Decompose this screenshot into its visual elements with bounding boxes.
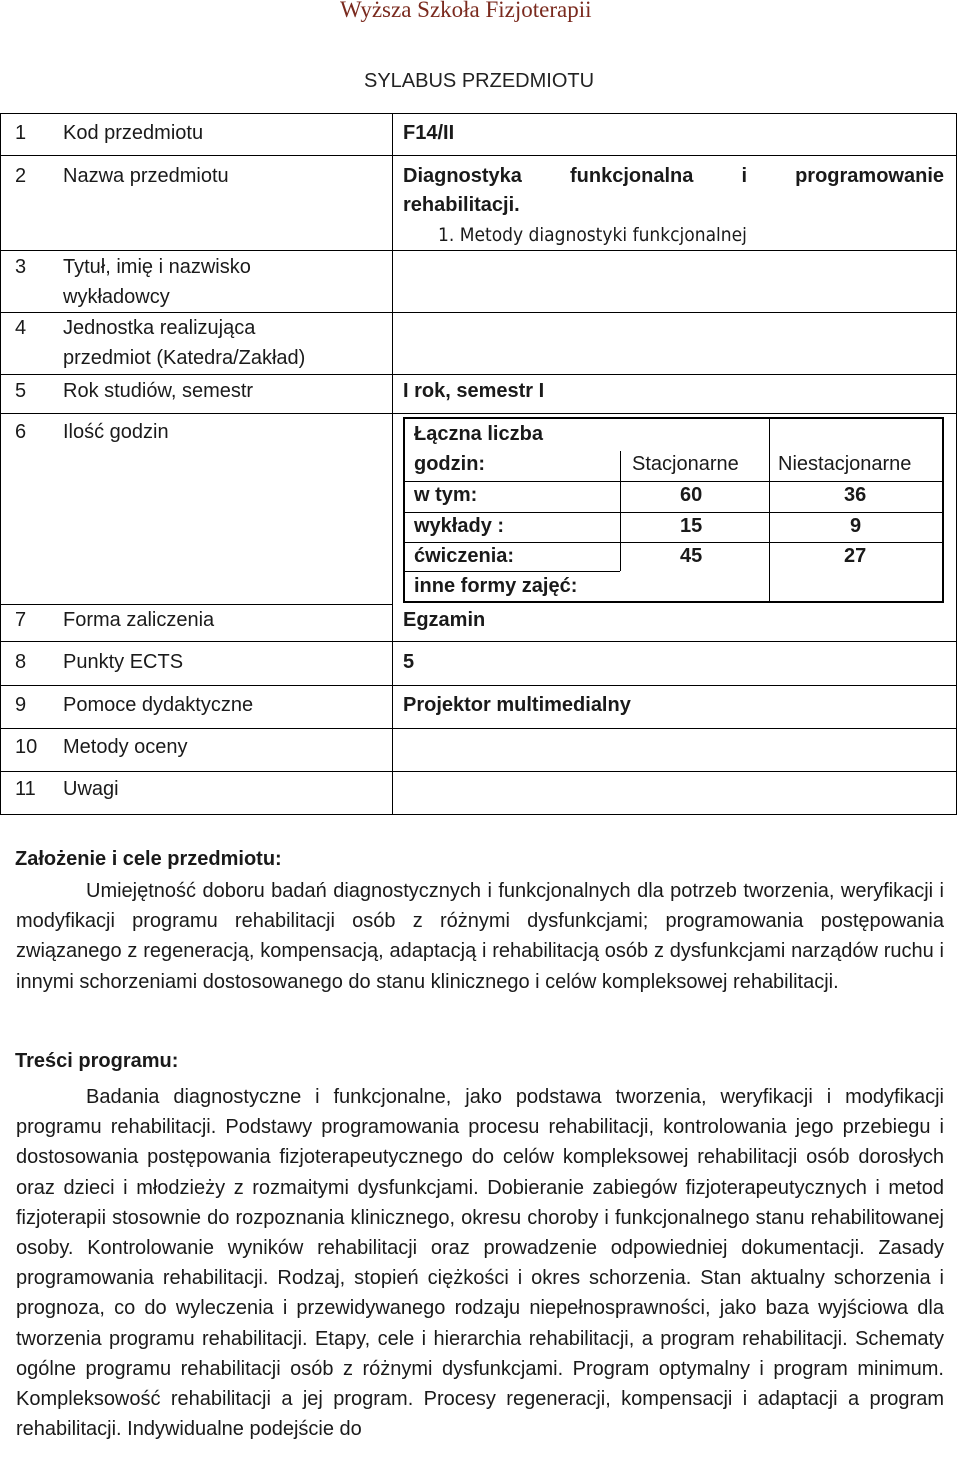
goals-heading: Założenie i cele przedmiotu:: [15, 848, 282, 870]
row-label: 8 Punkty ECTS: [15, 651, 184, 673]
row-label: przedmiot (Katedra/Zakład): [63, 347, 306, 369]
table-row: [0, 155, 956, 156]
goals-text: Umiejętność doboru badań diagnostycznych i funkcjonalnych dla potrzeb tworzenia, weryfikacji i modyfikacji programu rehabilitacji osób z różnymi dysfunkcjami; programowania postępowania związanego z regeneracją, kompensacją, adaptacją i rehabilitacją osób z dysfunkcjami narządów ruchu i innymi schorzeniami dostosowanego do stanu klinicznego i celów kompleksowej rehabilitacji.: [16, 880, 944, 993]
hours-header: Łączna liczba: [414, 423, 543, 445]
row-value: Projektor multimedialny: [403, 694, 631, 716]
program-text: Badania diagnostyczne i funkcjonalne, jako podstawa tworzenia, weryfikacji i modyfikacji programu rehabilitacji. Podstawy programowania procesu rehabilitacji, kontrolowania jego przebiegu i dostosowania postępowania fizjoterapeutycznego do celów kompleksowej rehabilitacji osób dorosłych oraz dzieci i młodzieży z rozmaitymi dysfunkcjami. Dobieranie zabiegów fizjoterapeutycznych i metod fizjoterapii stosownie do rozpoznania klinicznego, okresu choroby i funkcjonalnego stanu rehabilitowanej osoby. Kontrolowanie wyników rehabilitacji oraz prowadzenie odpowiedniej dokumentacji. Zasady programowania rehabilitacji. Rodzaj, stopień ciężkości i okres schorzenia. Stan aktualny schorzenia i prognoza, co do wyleczenia i przewidywanego rodzaju niepełnosprawności, jako baza wyjściowa dla tworzenia programu rehabilitacji. Etapy, cele i hierarchia rehabilitacji, a program rehabilitacji. Schematy ogólne programu rehabilitacji osób z różnymi dysfunkcjami. Program optymalny i program minimum. Kompleksowość rehabilitacji a jej program. Procesy regeneracji, kompensacji i adaptacji a program rehabilitacji. Indywidualne podejście do: [16, 1086, 944, 1441]
document-title: SYLABUS PRZEDMIOTU: [364, 70, 595, 92]
table-bottom-border: [0, 814, 956, 815]
table-row: [0, 113, 956, 114]
hours-row-stationary: 45: [680, 545, 703, 567]
hours-row-label: ćwiczenia:: [414, 545, 515, 567]
row-label: 10 Metody oceny: [15, 736, 188, 758]
table-row: [0, 413, 956, 414]
table-row: [0, 374, 956, 375]
row-label: 5 Rok studiów, semestr: [15, 380, 254, 402]
hours-header: godzin:: [414, 453, 486, 475]
hours-table: [403, 417, 944, 603]
hours-row-label: wykłady :: [414, 515, 505, 537]
row-label: 1 Kod przedmiotu: [15, 122, 204, 144]
row-label: 3 Tytuł, imię i nazwisko: [15, 256, 251, 278]
row-label: 2 Nazwa przedmiotu: [15, 165, 229, 187]
table-divider-top: [392, 113, 393, 155]
hours-row-extramural: 27: [844, 545, 867, 567]
hours-row-label: w tym:: [414, 484, 478, 506]
table-row: [0, 771, 956, 772]
program-heading: Treści programu:: [15, 1050, 179, 1072]
hours-col-stationary: Stacjonarne: [632, 453, 739, 475]
table-divider: [392, 155, 393, 815]
table-border-left: [0, 113, 1, 815]
row-label: wykładowcy: [63, 286, 170, 308]
table-row: [0, 250, 956, 251]
hours-col-extramural: Niestacjonarne: [778, 453, 912, 475]
table-row: [0, 728, 956, 729]
row-label: 7 Forma zaliczenia: [15, 609, 215, 631]
row-value: Diagnostyka funkcjonalna i programowanie: [403, 165, 944, 187]
row-value: F14/II: [403, 122, 455, 144]
table-row: [0, 641, 956, 642]
hours-row-label: inne formy zajęć:: [414, 575, 578, 597]
hours-row-stationary: 60: [680, 484, 703, 506]
row-value: rehabilitacji.: [403, 194, 520, 216]
hours-row-stationary: 15: [680, 515, 703, 537]
row-label: 6 Ilość godzin: [15, 421, 169, 443]
hours-row-extramural: 36: [844, 484, 867, 506]
row-label: 4 Jednostka realizująca: [15, 317, 256, 339]
row-label: 11 Uwagi: [15, 778, 119, 800]
table-border-right: [956, 113, 957, 815]
row-value: 1. Metody diagnostyki funkcjonalnej: [438, 224, 747, 246]
row-value: I rok, semestr I: [403, 380, 545, 402]
row-value: Egzamin: [403, 609, 486, 631]
school-name: Wyższa Szkoła Fizjoterapii: [340, 0, 592, 22]
table-row: [0, 685, 956, 686]
row-value: 5: [403, 651, 415, 673]
row-label: 9 Pomoce dydaktyczne: [15, 694, 254, 716]
hours-col-divider: [769, 419, 770, 601]
hours-col-divider: [620, 451, 621, 571]
hours-row-extramural: 9: [850, 515, 862, 537]
